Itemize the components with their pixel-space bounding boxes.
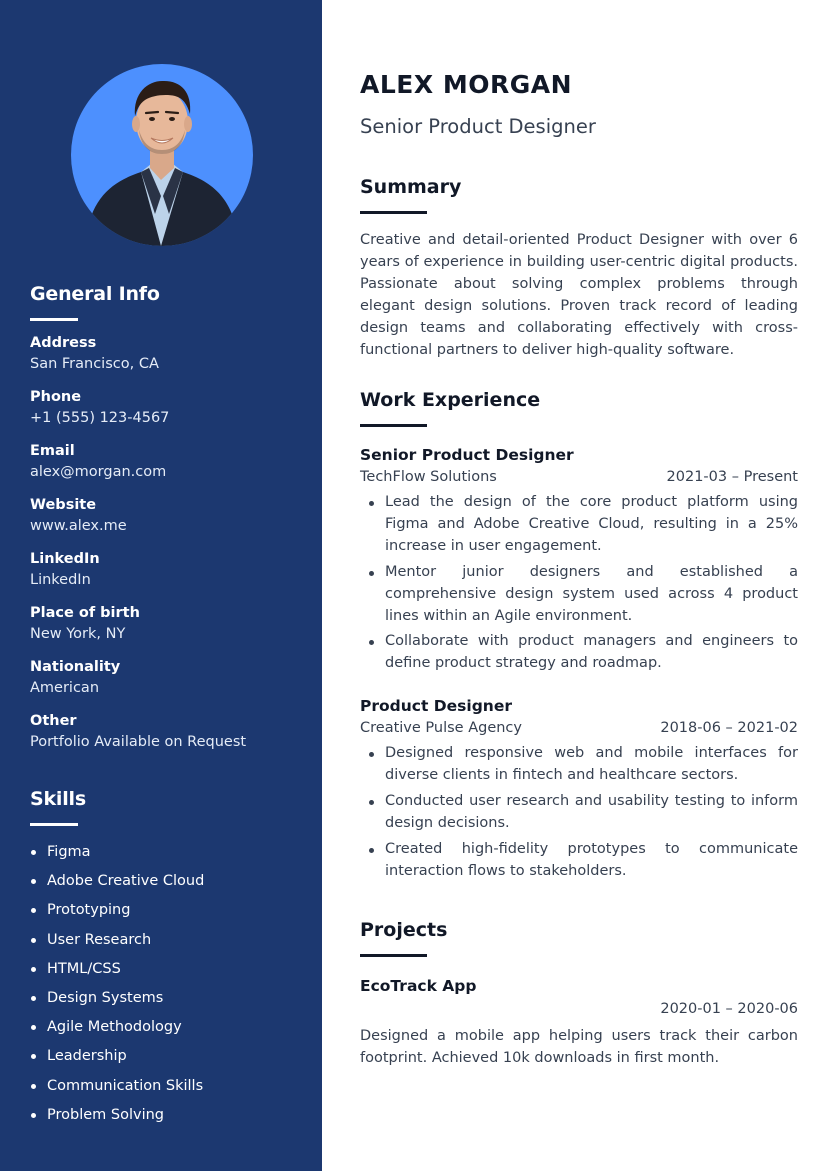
job-entry [360, 444, 798, 675]
info-value: New York, NY [30, 626, 126, 642]
info-label: Other [30, 713, 77, 729]
work-experience-section [360, 389, 798, 887]
job-entry [360, 695, 798, 882]
skill-item: Design Systems [30, 984, 300, 1013]
general-info-title: General Info [30, 283, 160, 305]
info-email [30, 441, 300, 483]
job-bullet: Mentor junior designers and established a comprehensive design system used across 4 product lines within an Agile environment. [360, 562, 798, 628]
general-info-list [30, 333, 300, 753]
job-dates: 2018-06 – 2021-02 [660, 720, 798, 737]
job-title: Product Designer [360, 697, 512, 716]
info-value[interactable]: LinkedIn [30, 572, 91, 588]
project-dates: 2020-01 – 2020-06 [660, 1001, 798, 1017]
info-address [30, 333, 300, 375]
skill-item: Adobe Creative Cloud [30, 867, 300, 896]
section-divider [30, 823, 78, 826]
info-value[interactable]: www.alex.me [30, 518, 127, 534]
general-info-section [30, 283, 300, 765]
section-divider [360, 954, 427, 957]
projects-section [360, 919, 798, 1070]
skills-list [30, 838, 300, 1130]
skill-item: Figma [30, 838, 300, 867]
job-bullets [360, 743, 798, 882]
job-bullets [360, 492, 798, 675]
project-entry [360, 975, 798, 1070]
project-title: EcoTrack App [360, 977, 477, 995]
candidate-name: ALEX MORGAN [360, 70, 573, 99]
avatar [71, 64, 253, 246]
job-company: Creative Pulse Agency [360, 720, 522, 737]
section-divider [30, 318, 78, 321]
profile-photo-illustration [71, 64, 253, 246]
job-dates: 2021-03 – Present [666, 469, 798, 485]
info-label: Nationality [30, 659, 121, 675]
skill-item: HTML/CSS [30, 955, 300, 984]
info-label: Place of birth [30, 605, 140, 621]
info-label: Email [30, 443, 75, 459]
job-bullet: Created high-fidelity prototypes to communicate interaction flows to stakeholders. [360, 839, 798, 883]
summary-text: Creative and detail-oriented Product Designer with over 6 years of experience in building user-centric digital products. Passionate about solving complex problems through elegant design solutions. Proven track record of leading design teams and collaborating effectively with cross-functional partners to deliver high-quality software. [360, 232, 798, 358]
info-value: San Francisco, CA [30, 356, 159, 372]
work-experience-title: Work Experience [360, 389, 541, 411]
job-meta [360, 466, 798, 488]
info-website [30, 495, 300, 537]
skill-item: Prototyping [30, 896, 300, 925]
skills-section [30, 788, 300, 1130]
info-label: Phone [30, 389, 82, 405]
info-other [30, 711, 300, 753]
job-title: Senior Product Designer [360, 446, 574, 464]
skill-item: Communication Skills [30, 1072, 300, 1101]
info-nationality [30, 657, 300, 699]
skill-item: Agile Methodology [30, 1013, 300, 1042]
skills-title: Skills [30, 788, 86, 810]
projects-title: Projects [360, 919, 448, 941]
summary-section [360, 176, 798, 361]
sidebar [0, 0, 322, 1171]
info-label: Address [30, 335, 97, 351]
info-value[interactable]: alex@morgan.com [30, 464, 167, 480]
job-bullet: Designed responsive web and mobile interfaces for diverse clients in fintech and healthcare sectors. [360, 743, 798, 787]
skill-item: User Research [30, 926, 300, 955]
info-value: American [30, 680, 100, 696]
section-divider [360, 424, 427, 427]
project-description: Designed a mobile app helping users track their carbon footprint. Achieved 10k downloads in first month. [360, 1028, 798, 1066]
info-value: +1 (555) 123-4567 [30, 410, 170, 426]
info-linkedin [30, 549, 300, 591]
skill-item: Problem Solving [30, 1101, 300, 1130]
job-bullet: Lead the design of the core product platform using Figma and Adobe Creative Cloud, resulting in a 25% increase in user engagement. [360, 492, 798, 558]
candidate-role: Senior Product Designer [360, 115, 596, 138]
section-divider [360, 211, 427, 214]
job-bullet: Collaborate with product managers and engineers to define product strategy and roadmap. [360, 631, 798, 675]
job-bullet: Conducted user research and usability testing to inform design decisions. [360, 791, 798, 835]
info-label: Website [30, 497, 97, 513]
info-phone [30, 387, 300, 429]
job-meta [360, 717, 798, 739]
summary-title: Summary [360, 176, 462, 198]
skill-item: Leadership [30, 1042, 300, 1071]
info-label: LinkedIn [30, 551, 100, 567]
info-place-of-birth [30, 603, 300, 645]
info-value: Portfolio Available on Request [30, 734, 247, 750]
job-company: TechFlow Solutions [360, 469, 497, 485]
